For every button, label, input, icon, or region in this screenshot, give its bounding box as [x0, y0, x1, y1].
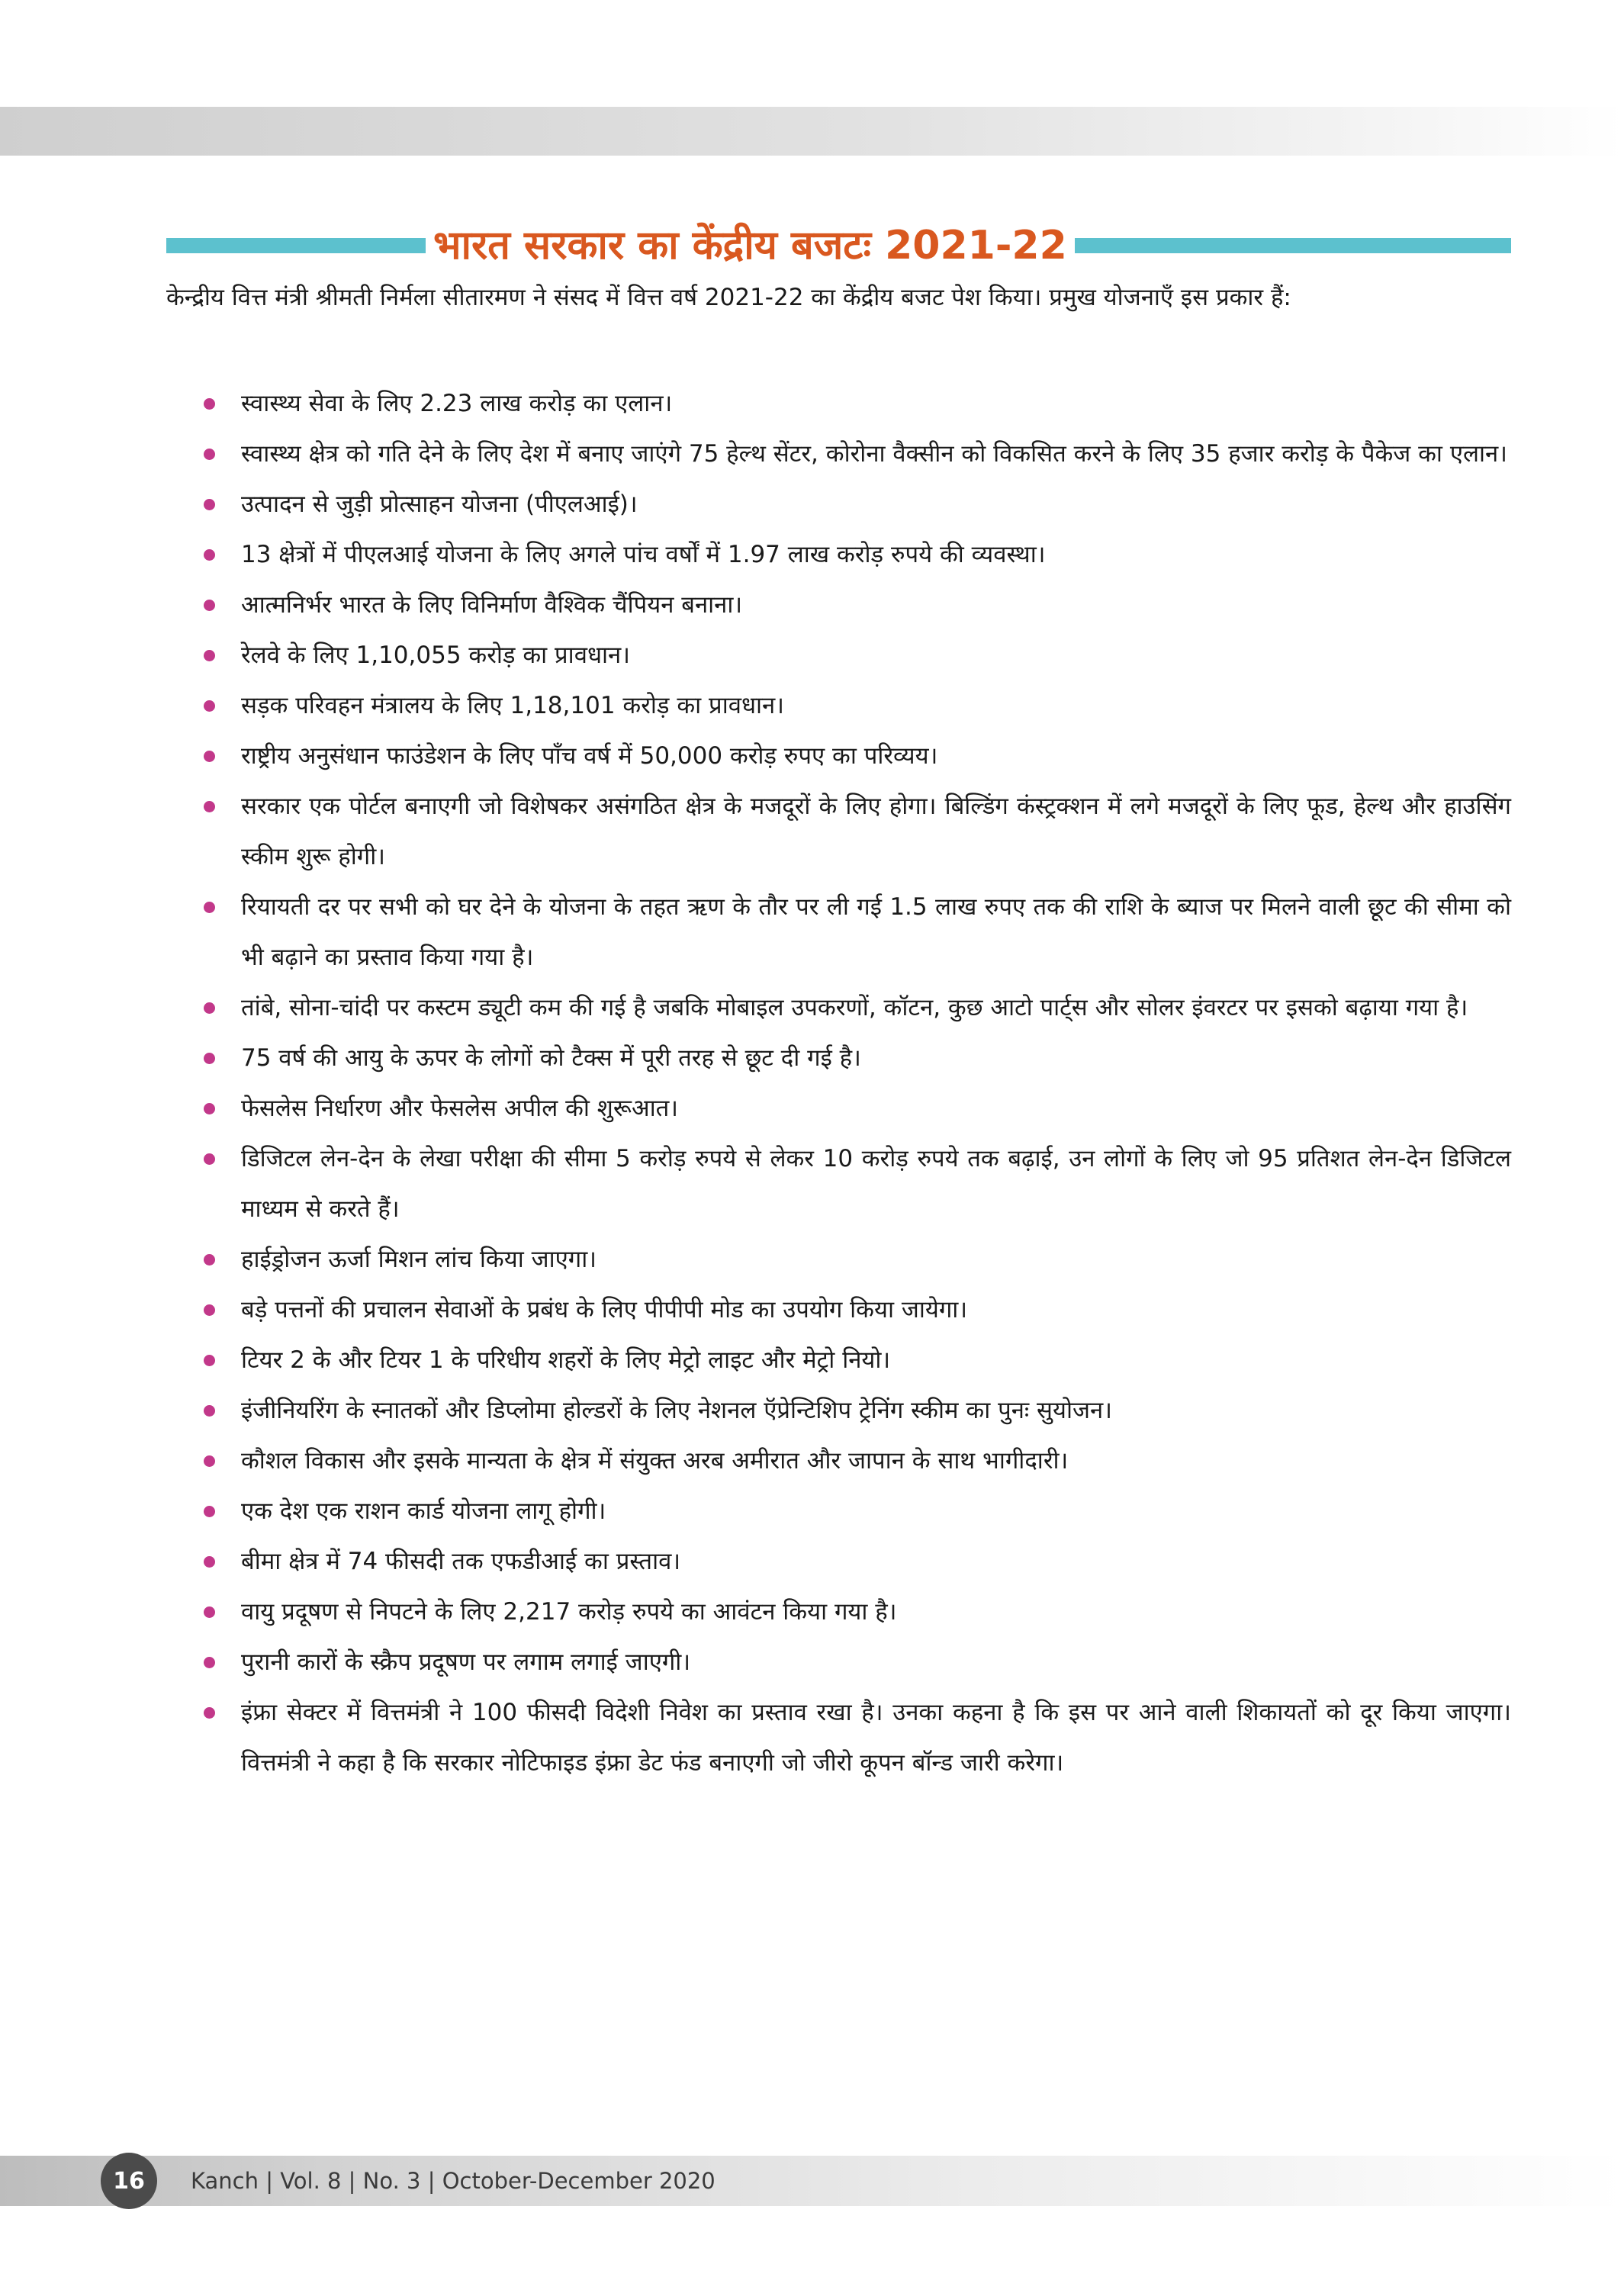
bullet-icon	[204, 1455, 215, 1467]
list-item	[166, 378, 1511, 429]
bullet-icon	[204, 902, 215, 913]
bullet-icon	[204, 1707, 215, 1719]
bullet-icon	[204, 1405, 215, 1417]
bullet-icon	[204, 1556, 215, 1568]
list-item-text: तांबे, सोना-चांदी पर कस्टम ड्यूटी कम की गई है जबकि मोबाइल उपकरणों, कॉटन, कुछ आटो पार्ट्स और सोलर इंवरटर पर इसको बढ़ाया गया है।	[241, 994, 1468, 1021]
list-item	[166, 1587, 1511, 1637]
list-item-text: स्वास्थ्य सेवा के लिए 2.23 लाख करोड़ का एलान।	[241, 390, 673, 417]
article-title-row	[166, 215, 1511, 276]
list-item-text: फेसलेस निर्धारण और फेसलेस अपील की शुरूआत।	[241, 1095, 679, 1122]
list-item-text: टियर 2 के और टियर 1 के परिधीय शहरों के लिए मेट्रो लाइट और मेट्रो नियो।	[241, 1346, 891, 1374]
header-band	[0, 107, 1624, 156]
list-item-text: डिजिटल लेन-देन के लेखा परीक्षा की सीमा 5 करोड़ रुपये से लेकर 10 करोड़ रुपये तक बढ़ाई, उन लोगों के लिए जो 95 प्रतिशत लेन-देन डिजिटल माध्यम से करते हैं।	[241, 1145, 1511, 1223]
bullet-icon	[204, 600, 215, 611]
list-item-text: इंजीनियरिंग के स्नातकों और डिप्लोमा होल्डरों के लिए नेशनल ऍप्रेन्टिशिप ट्रेनिंग स्कीम का पुनः सुयोजन।	[241, 1397, 1112, 1424]
list-item-text: बड़े पत्तनों की प्रचालन सेवाओं के प्रबंध के लिए पीपीपी मोड का उपयोग किया जायेगा।	[241, 1296, 968, 1323]
list-item-text: सरकार एक पोर्टल बनाएगी जो विशेषकर असंगठित क्षेत्र के मजदूरों के लिए होगा। बिल्डिंग कंस्ट्रक्शन में लगे मजदूरों के लिए फूड, हेल्थ और हाउसिंग स्कीम शुरू होगी।	[241, 793, 1511, 870]
intro-paragraph: केन्द्रीय वित्त मंत्री श्रीमती निर्मला सीतारमण ने संसद में वित्त वर्ष 2021-22 का केंद्रीय बजट पेश किया। प्रमुख योजनाएँ इस प्रकार हैं:	[166, 284, 1291, 311]
list-item-text: 13 क्षेत्रों में पीएलआई योजना के लिए अगले पांच वर्षों में 1.97 लाख करोड़ रुपये की व्यवस्था।	[241, 541, 1046, 568]
list-item	[166, 630, 1511, 680]
list-item-text: 75 वर्ष की आयु के ऊपर के लोगों को टैक्स में पूरी तरह से छूट दी गई है।	[241, 1044, 861, 1072]
list-item	[166, 731, 1511, 781]
list-item	[166, 1033, 1511, 1083]
bullet-icon	[204, 1657, 215, 1668]
list-item-text: वायु प्रदूषण से निपटने के लिए 2,217 करोड़ रुपये का आवंटन किया गया है।	[241, 1598, 897, 1626]
bullet-icon	[204, 1053, 215, 1064]
title-accent-bar-right	[1075, 238, 1511, 253]
list-item-text: राष्ट्रीय अनुसंधान फाउंडेशन के लिए पाँच वर्ष में 50,000 करोड़ रुपए का परिव्यय।	[241, 742, 938, 770]
list-item	[166, 882, 1511, 983]
list-item	[166, 983, 1511, 1033]
list-item	[166, 429, 1511, 479]
bullet-icon	[204, 1355, 215, 1366]
bullet-icon	[204, 499, 215, 510]
list-item-text: रियायती दर पर सभी को घर देने के योजना के तहत ऋण के तौर पर ली गई 1.5 लाख रुपए तक की राशि के ब्याज पर मिलने वाली छूट की सीमा को भी बढ़ाने का प्रस्ताव किया गया है।	[241, 893, 1511, 971]
title-accent-bar-left	[166, 238, 426, 253]
list-item	[166, 479, 1511, 529]
list-item-text: पुरानी कारों के स्क्रैप प्रदूषण पर लगाम लगाई जाएगी।	[241, 1648, 691, 1676]
list-item-text: आत्मनिर्भर भारत के लिए विनिर्माण वैश्विक चैंपियन बनाना।	[241, 591, 743, 619]
bullet-icon	[204, 549, 215, 561]
list-item	[166, 580, 1511, 630]
bullet-icon	[204, 1606, 215, 1618]
list-item	[166, 1385, 1511, 1436]
list-item	[166, 1083, 1511, 1134]
list-item	[166, 680, 1511, 731]
bullet-icon	[204, 1304, 215, 1316]
bullet-icon	[204, 1254, 215, 1266]
list-item	[166, 1687, 1511, 1788]
bullet-icon	[204, 801, 215, 812]
bullet-icon	[204, 700, 215, 712]
list-item-text: उत्पादन से जुड़ी प्रोत्साहन योजना (पीएलआई)।	[241, 490, 638, 518]
list-item-text: एक देश एक राशन कार्ड योजना लागू होगी।	[241, 1497, 606, 1525]
list-item-text: सड़क परिवहन मंत्रालय के लिए 1,18,101 करोड़ का प्रावधान।	[241, 692, 785, 719]
bullet-icon	[204, 650, 215, 661]
scheme-list	[166, 378, 1511, 1788]
list-item	[166, 1637, 1511, 1687]
list-item-text: हाईड्रोजन ऊर्जा मिशन लांच किया जाएगा।	[241, 1246, 597, 1273]
bullet-icon	[204, 751, 215, 762]
publication-info: Kanch | Vol. 8 | No. 3 | October-December 2020	[191, 2168, 716, 2194]
bullet-icon	[204, 398, 215, 410]
article-title: भारत सरकार का केंद्रीय बजटः 2021-22	[433, 223, 1067, 269]
list-item-text: इंफ्रा सेक्टर में वित्तमंत्री ने 100 फीसदी विदेशी निवेश का प्रस्ताव रखा है। उनका कहना है कि इस पर आने वाली शिकायतों को दूर किया जाएगा। वित्तमंत्री ने कहा है कि सरकार नोटिफाइड इंफ्रा डेट फंड बनाएगी जो जीरो कूपन बॉन्ड जारी करेगा।	[241, 1699, 1511, 1777]
bullet-icon	[204, 1153, 215, 1165]
list-item-text: स्वास्थ्य क्षेत्र को गति देने के लिए देश में बनाए जाएंगे 75 हेल्थ सेंटर, कोरोना वैक्सीन को विकसित करने के लिए 35 हजार करोड़ के पैकेज का एलान।	[241, 440, 1507, 468]
list-item-text: कौशल विकास और इसके मान्यता के क्षेत्र में संयुक्त अरब अमीरात और जापान के साथ भागीदारी।	[241, 1447, 1069, 1475]
list-item-text: बीमा क्षेत्र में 74 फीसदी तक एफडीआई का प्रस्ताव।	[241, 1548, 681, 1575]
bullet-icon	[204, 449, 215, 460]
list-item	[166, 1436, 1511, 1486]
list-item-text: रेलवे के लिए 1,10,055 करोड़ का प्रावधान।	[241, 642, 630, 669]
bullet-icon	[204, 1103, 215, 1114]
list-item	[166, 1486, 1511, 1536]
list-item	[166, 1335, 1511, 1385]
page-number-badge: 16	[101, 2153, 157, 2209]
list-item	[166, 1234, 1511, 1285]
list-item	[166, 1134, 1511, 1234]
list-item	[166, 781, 1511, 882]
bullet-icon	[204, 1506, 215, 1517]
bullet-icon	[204, 1002, 215, 1014]
list-item	[166, 1536, 1511, 1587]
list-item	[166, 529, 1511, 580]
list-item	[166, 1285, 1511, 1335]
